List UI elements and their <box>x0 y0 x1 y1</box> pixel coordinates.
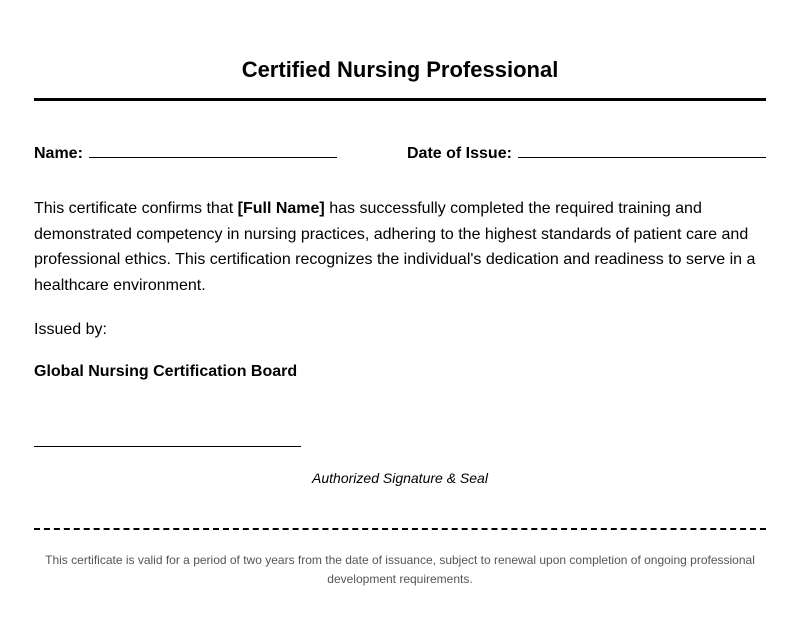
footer-note: This certificate is valid for a period of two years from the date of issuance, subject to renewal upon completion of ongoing professional development requirements. <box>45 553 755 586</box>
signature-line <box>34 446 301 447</box>
date-label: Date of Issue: <box>407 145 512 162</box>
name-field <box>34 141 337 164</box>
certificate-body <box>34 196 766 299</box>
certificate-page <box>34 0 766 635</box>
signature-caption: Authorized Signature & Seal <box>312 470 488 486</box>
body-rest: has successfully completed the required training and demonstrated competency in nursing practices, adhering to the highest standards of patient care and professional ethics. This certification recognizes the individual's dedication and readiness to serve in a healthcare environment. <box>34 200 756 295</box>
date-field <box>407 141 766 164</box>
footer-divider <box>34 528 766 530</box>
title-divider <box>34 98 766 101</box>
date-blank-line <box>518 141 766 158</box>
body-intro: This certificate confirms that <box>34 200 238 217</box>
issuer-name: Global Nursing Certification Board <box>34 363 298 380</box>
full-name-placeholder: [Full Name] <box>237 200 325 217</box>
name-label: Name: <box>34 145 83 162</box>
issued-by-label: Issued by: <box>34 321 107 338</box>
certificate-title: Certified Nursing Professional <box>241 57 559 82</box>
name-blank-line <box>89 141 337 158</box>
